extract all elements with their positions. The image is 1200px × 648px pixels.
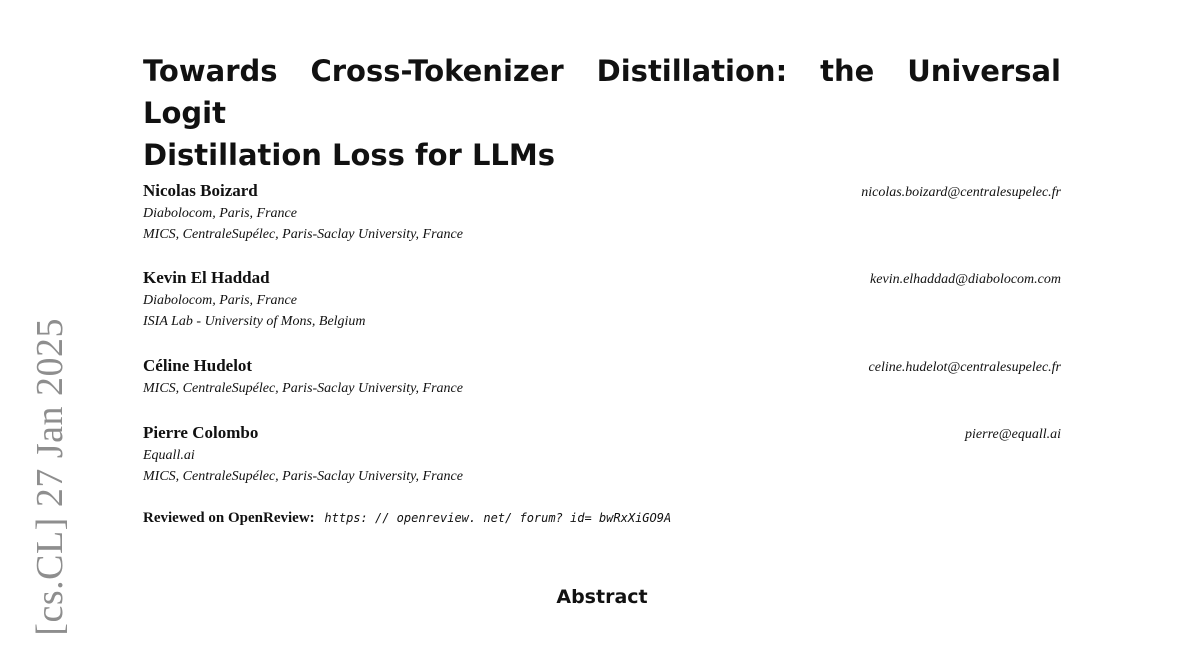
author-name: Pierre Colombo xyxy=(143,423,259,442)
paper-title xyxy=(143,50,1061,176)
author-email[interactable]: celine.hudelot@centralesupelec.fr xyxy=(868,360,1061,375)
author-block xyxy=(143,268,1061,332)
author-affiliation: Diabolocom, Paris, France xyxy=(143,293,297,308)
author-affiliation: MICS, CentraleSupélec, Paris-Saclay University, France xyxy=(143,381,463,396)
author-block xyxy=(143,423,1061,487)
author-name: Kevin El Haddad xyxy=(143,268,270,287)
abstract-heading: Abstract xyxy=(556,586,648,608)
author-affiliation: ISIA Lab - University of Mons, Belgium xyxy=(143,314,366,329)
author-affiliation: MICS, CentraleSupélec, Paris-Saclay University, France xyxy=(143,469,463,484)
author-affiliation: Diabolocom, Paris, France xyxy=(143,206,297,221)
reviewed-label: Reviewed on OpenReview: xyxy=(143,510,315,526)
paper-title-line-1: Towards Cross-Tokenizer Distillation: the Universal Logit xyxy=(143,54,1061,130)
author-email[interactable]: nicolas.boizard@centralesupelec.fr xyxy=(861,185,1061,200)
author-email[interactable]: pierre@equall.ai xyxy=(965,427,1061,442)
author-block xyxy=(143,356,1061,399)
author-affiliation: MICS, CentraleSupélec, Paris-Saclay University, France xyxy=(143,227,463,242)
reviewed-on-openreview xyxy=(143,507,1061,529)
arxiv-stamp-text: [cs.CL] 27 Jan 2025 xyxy=(29,318,71,636)
author-affiliation: Equall.ai xyxy=(143,448,195,463)
author-name: Nicolas Boizard xyxy=(143,181,258,200)
author-name: Céline Hudelot xyxy=(143,356,253,375)
author-block xyxy=(143,181,1061,245)
author-email[interactable]: kevin.elhaddad@diabolocom.com xyxy=(870,272,1061,287)
arxiv-side-stamp xyxy=(20,318,80,648)
openreview-link[interactable]: https: // openreview. net/ forum? id= bwRxXiGO9A xyxy=(324,511,672,525)
paper-title-line-2: Distillation Loss for LLMs xyxy=(143,138,556,172)
